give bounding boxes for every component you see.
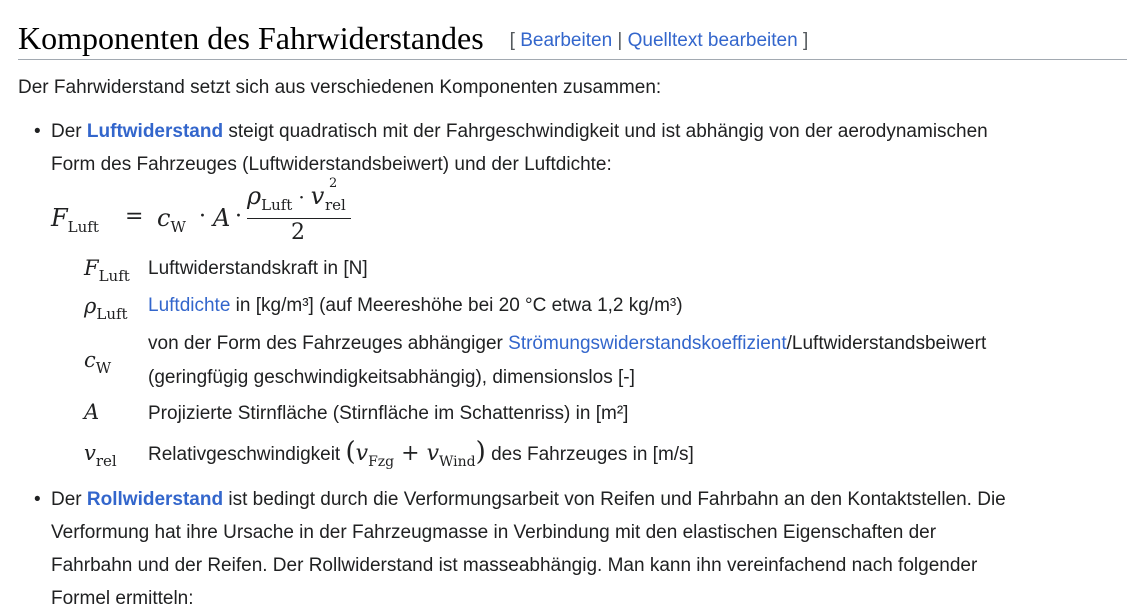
def-term-c-w: $c_W$ <box>84 348 112 377</box>
luftdichte-link[interactable]: Luftdichte <box>148 295 231 316</box>
edit-section-links: [ Bearbeiten | Quelltext bearbeiten ] <box>509 30 809 51</box>
section-heading <box>18 18 1127 60</box>
list-item-2-line-2: Verformung hat ihre Ursache in der Fahrzeugmasse in Verbindung mit den elastischen Eigenschaften der <box>51 522 937 543</box>
def-text-rho-luft: Luftdichte in [kg/m³] (auf Meereshöhe bei 20 °C etwa 1,2 kg/m³) <box>148 295 683 316</box>
bullet-1: • <box>34 121 41 142</box>
def-term-a: A <box>84 400 100 424</box>
def-text-v-rel: Relativgeschwindigkeit $(v_{Fzg} + v_{Wind})$ des Fahrzeuges in [m/s] <box>148 437 694 470</box>
def-term-v-rel: $v_{rel}$ <box>84 441 117 470</box>
list-item-2-line-3: Fahrbahn und der Reifen. Der Rollwiderstand ist masseabhängig. Man kann ihn vereinfachend nach folgender <box>51 555 978 576</box>
list-item-2-line-1: Der Rollwiderstand ist bedingt durch die Verformungsarbeit von Reifen und Fahrbahn an den Kontaktstellen. Die <box>51 489 1006 510</box>
intro-paragraph: Der Fahrwiderstand setzt sich aus verschiedenen Komponenten zusammen: <box>18 77 662 98</box>
def-text-f-luft: Luftwiderstandskraft in [N] <box>148 258 368 279</box>
luftwiderstand-link[interactable]: Luftwiderstand <box>86 121 224 142</box>
def-term-rho-luft: $\rho_{Luft}$ <box>84 294 128 323</box>
def-text-c-w-line-2: (geringfügig geschwindigkeitsabhängig), dimensionslos [-] <box>148 367 635 388</box>
list-item-1-line-1: Der Luftwiderstand steigt quadratisch mit der Fahrgeschwindigkeit und ist abhängig von der aerodynamischen <box>51 121 988 142</box>
source-edit-link[interactable]: Quelltext bearbeiten <box>627 30 798 51</box>
def-text-c-w-line-1: von der Form des Fahrzeuges abhängiger Strömungswiderstandskoeffizient/Luftwiderstandsbeiwert <box>148 333 987 354</box>
bullet-2: • <box>34 489 41 510</box>
heading-title: Komponenten des Fahrwiderstandes <box>18 20 484 56</box>
edit-link[interactable]: Bearbeiten <box>520 30 613 51</box>
rollwiderstand-link[interactable]: Rollwiderstand <box>86 489 224 510</box>
list-item-2-line-4: Formel ermitteln: <box>51 588 194 609</box>
def-text-a: Projizierte Stirnfläche (Stirnfläche im Schattenriss) in [m²] <box>148 403 629 424</box>
fraction-bar <box>247 218 351 219</box>
def-term-f-luft: $F_{Luft}$ <box>84 256 130 285</box>
list-item-1-line-2: Form des Fahrzeuges (Luftwiderstandsbeiwert) und der Luftdichte: <box>51 154 612 175</box>
stroemungswiderstandskoeffizient-link[interactable]: Strömungswiderstandskoeffizient <box>508 333 787 354</box>
